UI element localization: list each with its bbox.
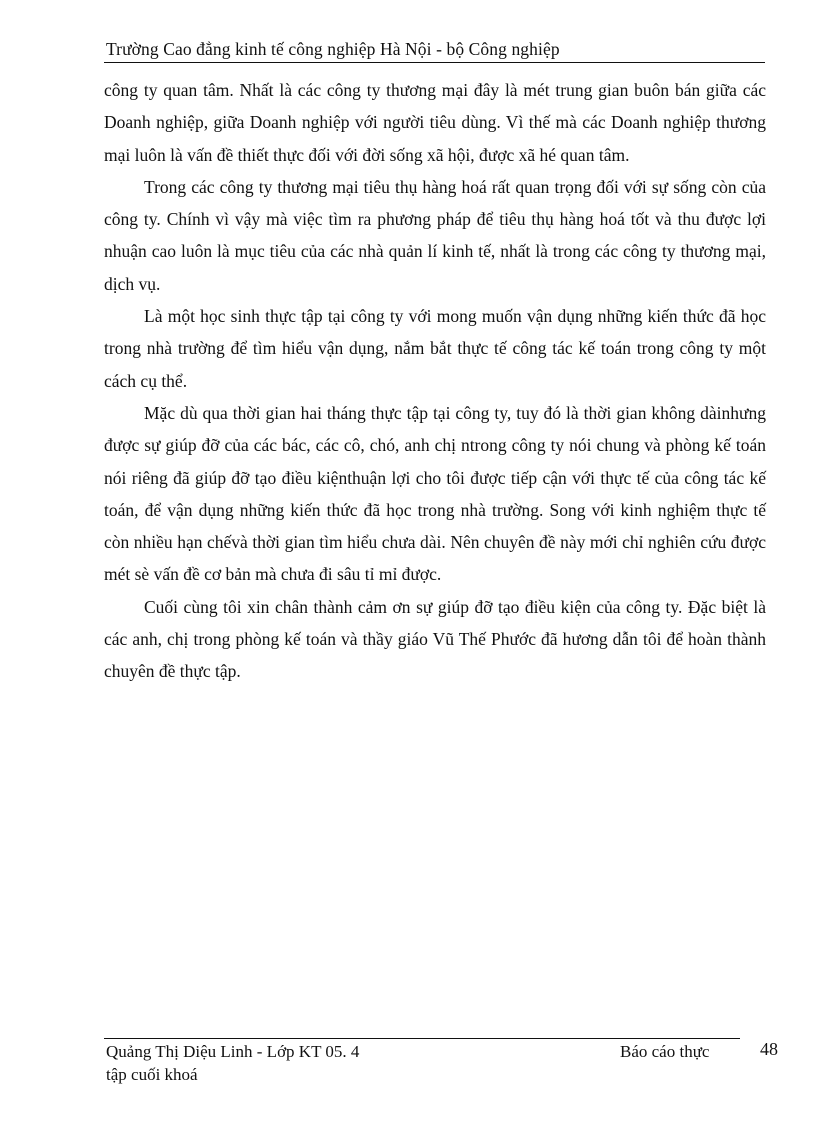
footer-report-title: Báo cáo thực (620, 1042, 710, 1061)
paragraph-4: Mặc dù qua thời gian hai tháng thực tập tại công ty, tuy đó là thời gian không dàinhưng được sự giúp đỡ của các bác, các cô, chó, anh chị ntrong công ty nói chung và phòng kế toán nói riêng đã giúp đỡ tạo điều kiệnthuận lợi cho tôi được tiếp cận với thực tế của công tác kế toán, để vận dụng những kiến thức đã học trong nhà trường. Song với kinh nghiệm thực tế còn nhiều hạn chếvà thời gian tìm hiểu chưa dài. Nên chuyên đề này mới chỉ nghiên cứu được mét sè vấn đề cơ bản mà chưa đi sâu tỉ mỉ được. (104, 402, 766, 585)
footer-report-title-continued: tập cuối khoá (106, 1065, 198, 1084)
page-header-title: Trường Cao đẳng kinh tế công nghiệp Hà Nội - bộ Công nghiệp (106, 39, 560, 59)
paragraph-2: Trong các công ty thương mại tiêu thụ hàng hoá rất quan trọng đối với sự sống còn của công ty. Chính vì vậy mà việc tìm ra phương pháp để tiêu thụ hàng hoá tốt và thu được lợi nhuận cao luôn là mục tiêu của các nhà quản lí kinh tế, nhất là trong các công ty thương mại, dịch vụ. (104, 176, 766, 294)
page-number: 48 (760, 1039, 778, 1059)
paragraph-3: Là một học sinh thực tập tại công ty với mong muốn vận dụng những kiến thức đã học trong nhà trường để tìm hiểu vận dụng, nắm bắt thực tế công tác kế toán trong công ty một cách cụ thể. (104, 306, 766, 391)
header-divider (104, 62, 765, 63)
footer-divider (104, 1038, 740, 1039)
footer-author: Quảng Thị Diệu Linh - Lớp KT 05. 4 (106, 1042, 360, 1061)
paragraph-1: công ty quan tâm. Nhất là các công ty thương mại đây là mét trung gian buôn bán giữa các Doanh nghiệp, giữa Doanh nghiệp với người tiêu dùng. Vì thế mà các Doanh nghiệp thương mại luôn là vấn đề thiết thực đối với đời sống xã hội, được xã hé quan tâm. (104, 80, 766, 165)
document-body (104, 74, 766, 688)
paragraph-5: Cuối cùng tôi xin chân thành cảm ơn sự giúp đỡ tạo điều kiện của công ty. Đặc biệt là các anh, chị trong phòng kế toán và thầy giáo Vũ Thế Phước đã hương dẫn tôi để hoàn thành chuyên đề thực tập. (104, 596, 766, 682)
